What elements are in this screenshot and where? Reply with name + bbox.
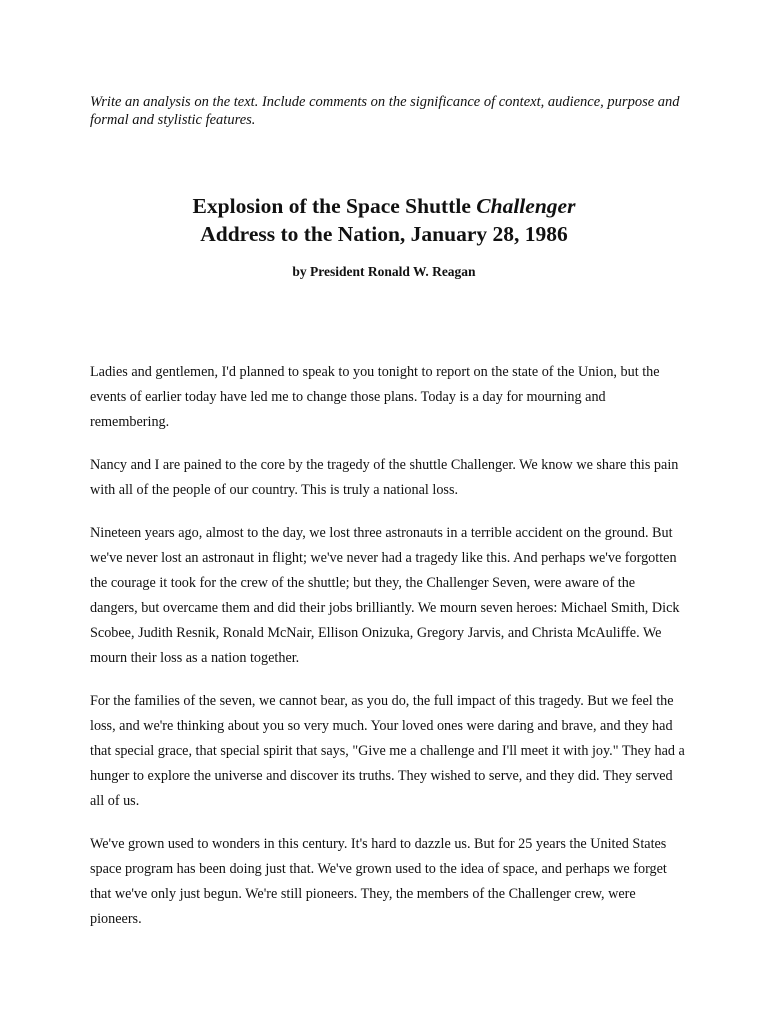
title-italic-word: Challenger (476, 194, 576, 218)
paragraph-5: We've grown used to wonders in this century. It's hard to dazzle us. But for 25 years the United States space program has been doing just that. We've grown used to the idea of space, and perhaps we forget that we've only just begun. We're still pioneers. They, the members of the Challenger crew, were pioneers. (90, 836, 667, 927)
paragraph-2: Nancy and I are pained to the core by the tragedy of the shuttle Challenger. We know we share this pain with all of the people of our country. This is truly a national loss. (90, 457, 679, 498)
assignment-instruction: Write an analysis on the text. Include comments on the significance of context, audience, purpose and formal and stylistic features. (90, 94, 680, 128)
author-byline: by President Ronald W. Reagan (292, 264, 476, 279)
title-line-1 (0, 192, 768, 220)
title-prefix: Explosion of the Space Shuttle (192, 194, 471, 218)
document-title (0, 192, 768, 248)
paragraph-1: Ladies and gentlemen, I'd planned to speak to you tonight to report on the state of the Union, but the events of earlier today have led me to change those plans. Today is a day for mourning and remembering. (90, 364, 660, 430)
paragraph-3: Nineteen years ago, almost to the day, we lost three astronauts in a terrible accident on the ground. But we've never lost an astronaut in flight; we've never had a tragedy like this. And perhaps we've forgotten the courage it took for the crew of the shuttle; but they, the Challenger Seven, were aware of the dangers, but overcame them and did their jobs brilliantly. We mourn seven heroes: Michael Smith, Dick Scobee, Judith Resnik, Ronald McNair, Ellison Onizuka, Gregory Jarvis, and Christa McAuliffe. We mourn their loss as a nation together. (90, 525, 680, 666)
paragraph-4: For the families of the seven, we cannot bear, as you do, the full impact of this tragedy. But we feel the loss, and we're thinking about you so very much. Your loved ones were daring and brave, and they had that special grace, that special spirit that says, "Give me a challenge and I'll meet it with joy." They had a hunger to explore the universe and discover its truths. They wished to serve, and they did. They served all of us. (90, 693, 685, 809)
speech-body (90, 360, 686, 950)
title-line-2: Address to the Nation, January 28, 1986 (200, 222, 568, 246)
